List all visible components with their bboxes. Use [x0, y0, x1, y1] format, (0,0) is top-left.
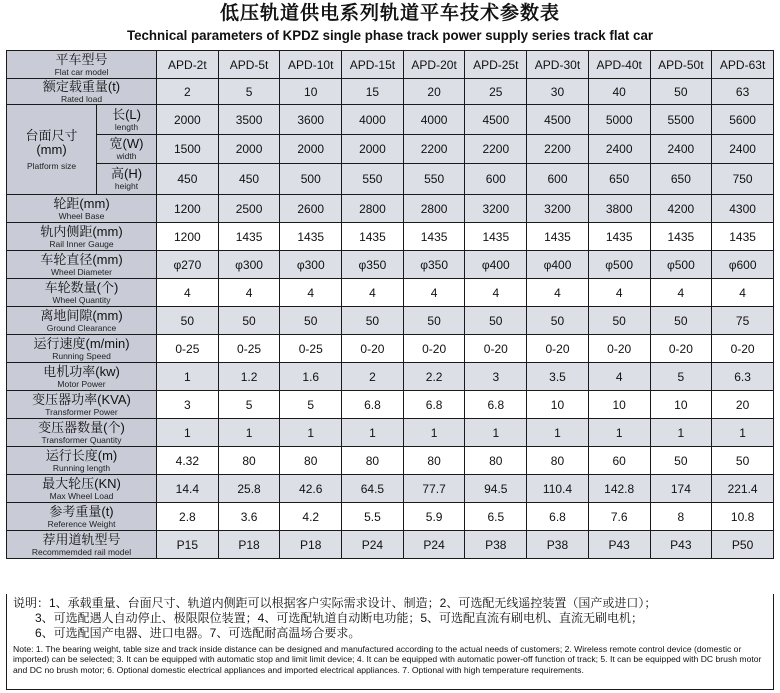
value-cell: 10 — [280, 79, 342, 105]
value-cell: φ300 — [280, 251, 342, 279]
note-chinese-3: 6、可选配国产电器、进口电器。7、可选配耐高温场合要求。 — [35, 626, 361, 640]
sub-label-cn: 宽(W) — [109, 136, 144, 151]
value-cell: 80 — [342, 447, 404, 475]
value-cell: 94.5 — [465, 475, 527, 503]
model-header-cell: APD-5t — [218, 51, 280, 79]
row-label — [7, 307, 157, 335]
value-cell: P18 — [218, 531, 280, 559]
value-cell: 110.4 — [527, 475, 589, 503]
row-label-cn: 车轮数量(个) — [44, 279, 119, 295]
row-label-cn: 轨内侧距(mm) — [40, 223, 123, 239]
value-cell: 4300 — [712, 195, 774, 223]
row-label-cn: 车轮直径(mm) — [40, 251, 123, 267]
value-cell: 50 — [280, 307, 342, 335]
value-cell: 1 — [157, 419, 219, 447]
sub-label-cn: 高(H) — [110, 166, 143, 181]
value-cell: 2400 — [650, 135, 712, 164]
value-cell: 80 — [280, 447, 342, 475]
value-cell: 0-20 — [650, 335, 712, 363]
table-row — [7, 251, 774, 279]
row-label — [7, 419, 157, 447]
value-cell: 4000 — [403, 105, 465, 135]
row-label-cn: 轮距(mm) — [53, 195, 110, 211]
value-cell: 600 — [527, 164, 589, 195]
value-cell: 6.8 — [403, 391, 465, 419]
value-cell: 4 — [712, 279, 774, 307]
row-label-en: Transformer Quantity — [41, 434, 122, 445]
model-header-cell: APD-25t — [465, 51, 527, 79]
title-block — [0, 2, 780, 44]
row-label-cn: 离地间隙(mm) — [40, 307, 123, 323]
row-label-cn: 额定载重量(t) — [42, 78, 121, 94]
value-cell: 0-25 — [157, 335, 219, 363]
row-label-en: Wheel Base — [58, 210, 105, 221]
row-label-cn: 荐用道轨型号 — [42, 531, 121, 547]
value-cell: 8 — [650, 503, 712, 531]
value-cell: 4500 — [465, 105, 527, 135]
model-header-cell: APD-2t — [157, 51, 219, 79]
value-cell: 80 — [527, 447, 589, 475]
row-label-en: Rail Inner Gauge — [49, 238, 114, 249]
value-cell: 1 — [157, 363, 219, 391]
row-label-cn: 电机功率(kw) — [43, 363, 120, 379]
table-row-platform — [7, 164, 774, 195]
value-cell: 0-20 — [588, 335, 650, 363]
value-cell: 1200 — [157, 223, 219, 251]
table-row — [7, 363, 774, 391]
value-cell: 2200 — [527, 135, 589, 164]
value-cell: 4 — [465, 279, 527, 307]
value-cell: 0-25 — [280, 335, 342, 363]
sub-label-cn: 长(L) — [112, 106, 141, 122]
value-cell: 20 — [403, 79, 465, 105]
value-cell: 7.6 — [588, 503, 650, 531]
value-cell: 1500 — [157, 135, 219, 164]
value-cell: P18 — [280, 531, 342, 559]
row-label — [7, 195, 157, 223]
value-cell: φ600 — [712, 251, 774, 279]
value-cell: 0-25 — [218, 335, 280, 363]
row-label-en: Max Wheel Load — [49, 490, 114, 501]
value-cell: 1435 — [588, 223, 650, 251]
value-cell: 77.7 — [403, 475, 465, 503]
table-row — [7, 279, 774, 307]
value-cell: 42.6 — [280, 475, 342, 503]
value-cell: 450 — [218, 164, 280, 195]
value-cell: 3.5 — [527, 363, 589, 391]
table-row — [7, 447, 774, 475]
value-cell: 0-20 — [465, 335, 527, 363]
value-cell: 10 — [527, 391, 589, 419]
value-cell: 80 — [403, 447, 465, 475]
value-cell: 3 — [465, 363, 527, 391]
row-label-en: Ground Clearance — [46, 322, 117, 333]
value-cell: 50 — [465, 307, 527, 335]
model-header-cell: APD-40t — [588, 51, 650, 79]
parameter-table-body — [7, 51, 774, 559]
value-cell: 1 — [280, 419, 342, 447]
value-cell: 2400 — [588, 135, 650, 164]
value-cell: φ300 — [218, 251, 280, 279]
value-cell: 50 — [650, 79, 712, 105]
value-cell: P43 — [588, 531, 650, 559]
platform-label-cn: 台面尺寸 — [25, 127, 78, 143]
row-label-en: Rated load — [60, 93, 103, 104]
row-label-cn: 参考重量(t) — [49, 503, 114, 519]
header-row — [7, 51, 774, 79]
row-label-en: Wheel Diameter — [51, 266, 112, 277]
table-row — [7, 307, 774, 335]
value-cell: 4 — [342, 279, 404, 307]
value-cell: 2800 — [342, 195, 404, 223]
note-chinese-2: 3、可选配遇人自动停止、极限限位装置；4、可选配轨道自动断电功能；5、可选配直流有刷电机、直流无刷电机； — [35, 611, 644, 625]
value-cell: 550 — [342, 164, 404, 195]
value-cell: 5600 — [712, 105, 774, 135]
value-cell: 5 — [218, 79, 280, 105]
value-cell: 221.4 — [712, 475, 774, 503]
row-label-cn: 变压器功率(KVA) — [32, 391, 131, 407]
value-cell: 6.8 — [465, 391, 527, 419]
row-label-cn: 最大轮压(KN) — [42, 475, 121, 491]
row-label-en: Recommemded rail model — [31, 546, 132, 557]
value-cell: 50 — [650, 307, 712, 335]
value-cell: 4 — [403, 279, 465, 307]
value-cell: 63 — [712, 79, 774, 105]
value-cell: 3600 — [280, 105, 342, 135]
value-cell: 14.4 — [157, 475, 219, 503]
table-row-platform — [7, 135, 774, 164]
platform-label-unit: (mm) — [36, 141, 67, 157]
value-cell: 5 — [218, 391, 280, 419]
platform-sub-label — [97, 135, 157, 164]
value-cell: 60 — [588, 447, 650, 475]
row-label — [7, 51, 157, 79]
value-cell: 6.3 — [712, 363, 774, 391]
value-cell: 1.2 — [218, 363, 280, 391]
value-cell: 5.5 — [342, 503, 404, 531]
value-cell: 1200 — [157, 195, 219, 223]
title-english: Technical parameters of KPDZ single phase track power supply series track flat car — [126, 27, 654, 43]
value-cell: 4 — [157, 279, 219, 307]
row-label-cn: 变压器数量(个) — [38, 419, 125, 435]
value-cell: P24 — [342, 531, 404, 559]
row-label-en: Flat car model — [54, 66, 109, 77]
value-cell: 2800 — [403, 195, 465, 223]
value-cell: 6.8 — [342, 391, 404, 419]
value-cell: P50 — [712, 531, 774, 559]
row-label — [7, 391, 157, 419]
row-label-en: Motor Power — [57, 378, 106, 389]
value-cell: 3.6 — [218, 503, 280, 531]
value-cell: 1 — [712, 419, 774, 447]
row-label — [7, 475, 157, 503]
row-label-cn: 运行速度(m/min) — [33, 335, 130, 351]
platform-sub-label — [97, 164, 157, 195]
table-row — [7, 335, 774, 363]
value-cell: 5500 — [650, 105, 712, 135]
value-cell: P15 — [157, 531, 219, 559]
value-cell: 1435 — [465, 223, 527, 251]
value-cell: 142.8 — [588, 475, 650, 503]
value-cell: 2000 — [157, 105, 219, 135]
row-label-en: Transformer Power — [45, 406, 118, 417]
value-cell: 2000 — [218, 135, 280, 164]
row-label — [7, 531, 157, 559]
value-cell: 80 — [218, 447, 280, 475]
row-label — [7, 363, 157, 391]
value-cell: 50 — [527, 307, 589, 335]
value-cell: 4 — [527, 279, 589, 307]
value-cell: 4 — [588, 363, 650, 391]
value-cell: 3 — [157, 391, 219, 419]
value-cell: 50 — [712, 447, 774, 475]
value-cell: 50 — [342, 307, 404, 335]
table-row — [7, 195, 774, 223]
value-cell: 4500 — [527, 105, 589, 135]
value-cell: 500 — [280, 164, 342, 195]
value-cell: 5000 — [588, 105, 650, 135]
value-cell: 2 — [342, 363, 404, 391]
value-cell: 1435 — [280, 223, 342, 251]
value-cell: 1435 — [342, 223, 404, 251]
value-cell: 4 — [280, 279, 342, 307]
value-cell: 2.8 — [157, 503, 219, 531]
value-cell: 1435 — [403, 223, 465, 251]
value-cell: 0-20 — [403, 335, 465, 363]
value-cell: 10.8 — [712, 503, 774, 531]
value-cell: 50 — [588, 307, 650, 335]
value-cell: 2000 — [342, 135, 404, 164]
value-cell: 5 — [650, 363, 712, 391]
value-cell: 1435 — [650, 223, 712, 251]
table-row — [7, 531, 774, 559]
value-cell: 650 — [588, 164, 650, 195]
value-cell: P38 — [465, 531, 527, 559]
model-header-cell: APD-30t — [527, 51, 589, 79]
value-cell: 650 — [650, 164, 712, 195]
value-cell: 2600 — [280, 195, 342, 223]
model-header-cell: APD-50t — [650, 51, 712, 79]
value-cell: 2.2 — [403, 363, 465, 391]
note-english: Note: 1. The bearing weight, table size and track inside distance can be designed and manufactured according to the actual needs of customers; 2. Wireless remote control device (domestic or imported) can be selected; 3. It can be equipped with automatic stop and limit limit device; 4. It can be equipped with automatic power-off function of track; 5. It can be equipped with DC brush motor and DC no brush motor; 6. Optional domestic electrical appliances and imported electrical appliances. 7. Optional with high temperature requirements. — [13, 644, 762, 675]
row-label-en: Running Speed — [52, 350, 111, 361]
table-row — [7, 419, 774, 447]
row-label — [7, 335, 157, 363]
value-cell: 2400 — [712, 135, 774, 164]
value-cell: 4.2 — [280, 503, 342, 531]
value-cell: 10 — [650, 391, 712, 419]
row-label — [7, 447, 157, 475]
model-header-cell: APD-20t — [403, 51, 465, 79]
value-cell: 174 — [650, 475, 712, 503]
value-cell: 1 — [218, 419, 280, 447]
value-cell: 5.9 — [403, 503, 465, 531]
value-cell: 4.32 — [157, 447, 219, 475]
row-label — [7, 503, 157, 531]
parameter-table — [6, 50, 774, 559]
row-label-en: Running length — [52, 462, 111, 473]
row-label — [7, 79, 157, 105]
row-label-en: Reference Weight — [47, 518, 116, 529]
model-header-cell: APD-63t — [712, 51, 774, 79]
value-cell: 25 — [465, 79, 527, 105]
value-cell: 1435 — [712, 223, 774, 251]
sub-label-en: width — [116, 151, 137, 161]
table-row — [7, 391, 774, 419]
value-cell: 1 — [650, 419, 712, 447]
value-cell: 6.5 — [465, 503, 527, 531]
platform-size-label — [7, 105, 97, 195]
value-cell: φ500 — [588, 251, 650, 279]
value-cell: 4 — [588, 279, 650, 307]
value-cell: 1 — [588, 419, 650, 447]
notes-block — [6, 594, 774, 690]
value-cell: 1435 — [527, 223, 589, 251]
title-chinese: 低压轨道供电系列轨道平车技术参数表 — [219, 3, 560, 24]
model-header-cell: APD-10t — [280, 51, 342, 79]
value-cell: 0-20 — [527, 335, 589, 363]
value-cell: 2200 — [465, 135, 527, 164]
value-cell: 50 — [157, 307, 219, 335]
value-cell: φ500 — [650, 251, 712, 279]
table-row — [7, 223, 774, 251]
value-cell: P38 — [527, 531, 589, 559]
value-cell: 450 — [157, 164, 219, 195]
row-label-cn: 平车型号 — [55, 51, 108, 67]
value-cell: 15 — [342, 79, 404, 105]
platform-sub-label — [97, 105, 157, 135]
value-cell: φ400 — [465, 251, 527, 279]
value-cell: 1 — [342, 419, 404, 447]
value-cell: 40 — [588, 79, 650, 105]
value-cell: 3800 — [588, 195, 650, 223]
value-cell: 3200 — [465, 195, 527, 223]
value-cell: 1435 — [218, 223, 280, 251]
value-cell: 1.6 — [280, 363, 342, 391]
value-cell: 3500 — [218, 105, 280, 135]
row-label — [7, 223, 157, 251]
value-cell: 75 — [712, 307, 774, 335]
value-cell: 2500 — [218, 195, 280, 223]
value-cell: 0-20 — [342, 335, 404, 363]
value-cell: 50 — [403, 307, 465, 335]
value-cell: 30 — [527, 79, 589, 105]
table-row — [7, 79, 774, 105]
value-cell: 600 — [465, 164, 527, 195]
value-cell: P43 — [650, 531, 712, 559]
value-cell: 0-20 — [712, 335, 774, 363]
value-cell: 4200 — [650, 195, 712, 223]
sub-label-en: height — [114, 181, 139, 191]
row-label — [7, 279, 157, 307]
table-row — [7, 503, 774, 531]
value-cell: 50 — [218, 307, 280, 335]
value-cell: P24 — [403, 531, 465, 559]
value-cell: 5 — [280, 391, 342, 419]
value-cell: 4 — [650, 279, 712, 307]
value-cell: 50 — [650, 447, 712, 475]
value-cell: 750 — [712, 164, 774, 195]
value-cell: 550 — [403, 164, 465, 195]
value-cell: φ350 — [403, 251, 465, 279]
value-cell: 80 — [465, 447, 527, 475]
row-label — [7, 251, 157, 279]
row-label-en: Wheel Quantity — [52, 294, 111, 305]
value-cell: 4000 — [342, 105, 404, 135]
table-row-platform — [7, 105, 774, 135]
note-chinese-1: 说明：1、承载重量、台面尺寸、轨道内侧距可以根据客户实际需求设计、制造；2、可选配无线遥控装置（国产或进口）； — [13, 596, 657, 610]
value-cell: 1 — [465, 419, 527, 447]
value-cell: φ350 — [342, 251, 404, 279]
value-cell: 4 — [218, 279, 280, 307]
value-cell: 2000 — [280, 135, 342, 164]
value-cell: φ400 — [527, 251, 589, 279]
value-cell: 25.8 — [218, 475, 280, 503]
value-cell: 64.5 — [342, 475, 404, 503]
value-cell: 1 — [403, 419, 465, 447]
value-cell: φ270 — [157, 251, 219, 279]
value-cell: 20 — [712, 391, 774, 419]
platform-label-en: Platform size — [26, 160, 77, 171]
value-cell: 3200 — [527, 195, 589, 223]
value-cell: 2200 — [403, 135, 465, 164]
table-row — [7, 475, 774, 503]
row-label-cn: 运行长度(m) — [45, 447, 118, 463]
value-cell: 2 — [157, 79, 219, 105]
value-cell: 1 — [527, 419, 589, 447]
value-cell: 10 — [588, 391, 650, 419]
sub-label-en: length — [114, 121, 139, 132]
model-header-cell: APD-15t — [342, 51, 404, 79]
value-cell: 6.8 — [527, 503, 589, 531]
